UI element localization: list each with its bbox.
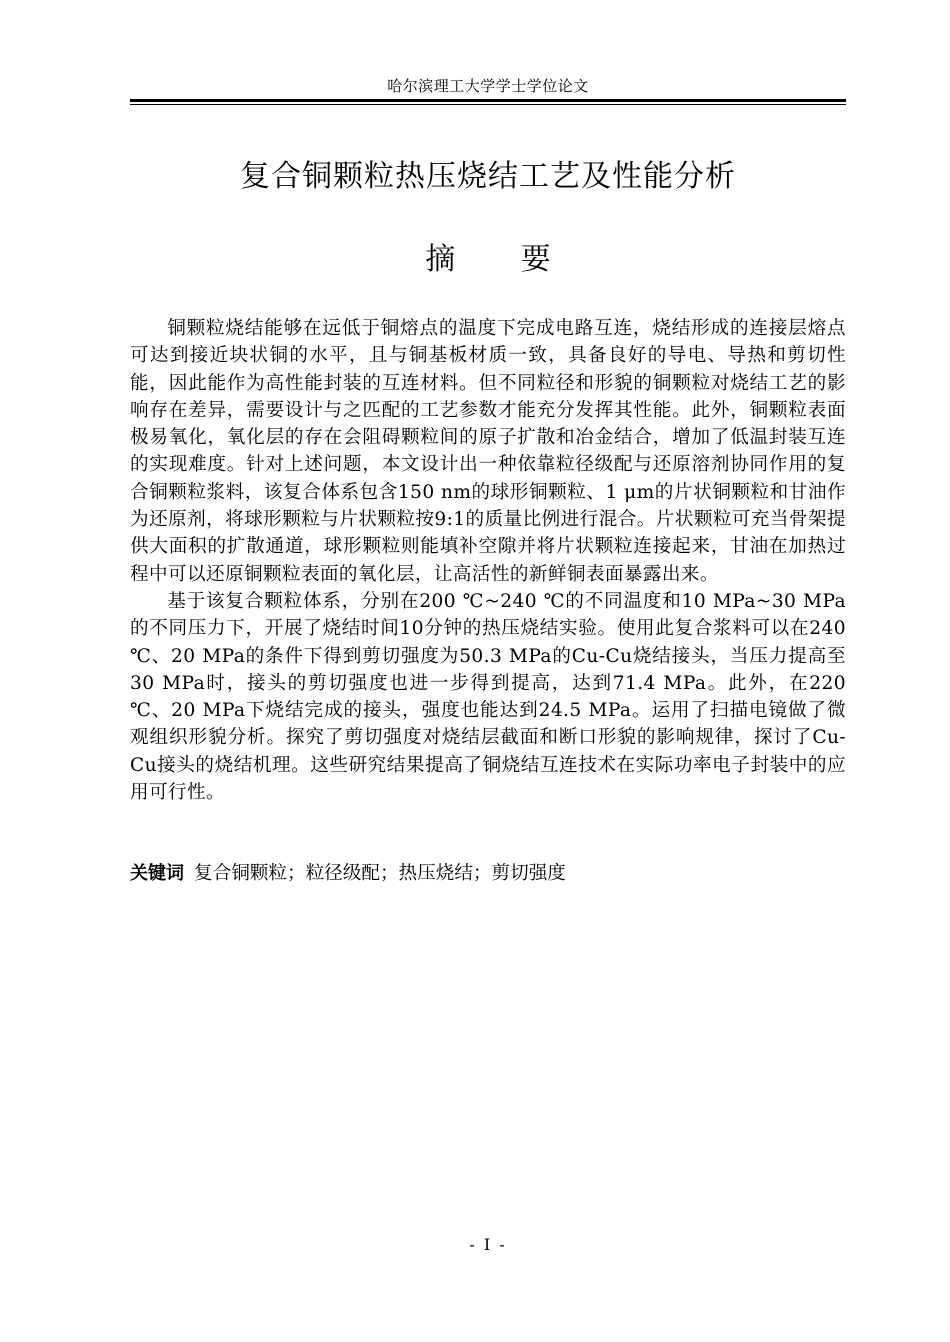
page-number: - I - [469,1235,507,1254]
keywords-line [130,860,846,887]
thesis-title: 复合铜颗粒热压烧结工艺及性能分析 [240,159,736,194]
keywords-label: 关键词 [130,863,184,884]
abstract-heading: 摘 要 [425,242,579,277]
header-rule-thin [130,104,846,105]
running-header: 哈尔滨理工大学学士学位论文 [387,77,589,95]
abstract-paragraph-1: 铜颗粒烧结能够在远低于铜熔点的温度下完成电路互连，烧结形成的连接层熔点可达到接近块状铜的水平，且与铜基板材质一致，具备良好的导电、导热和剪切性能，因此能作为高性能封装的互连材料。但不同粒径和形貌的铜颗粒对烧结工艺的影响存在差异，需要设计与之匹配的工艺参数才能充分发挥其性能。此外，铜颗粒表面极易氧化，氧化层的存在会阻碍颗粒间的原子扩散和冶金结合，增加了低温封装互连的实现难度。针对上述问题，本文设计出一种依靠粒径级配与还原溶剂协同作用的复合铜颗粒浆料，该复合体系包含150 nm的球形铜颗粒、1 μm的片状铜颗粒和甘油作为还原剂，将球形颗粒与片状颗粒按9:1的质量比例进行混合。片状颗粒可充当骨架提供大面积的扩散通道，球形颗粒则能填补空隙并将片状颗粒连接起来，甘油在加热过程中可以还原铜颗粒表面的氧化层，让高活性的新鲜铜表面暴露出来。 [130,318,846,585]
abstract-paragraph-2: 基于该复合颗粒体系，分别在200 ℃~240 ℃的不同温度和10 MPa~30 MPa的不同压力下，开展了烧结时间10分钟的热压烧结实验。使用此复合浆料可以在240 ℃、20 MPa的条件下得到剪切强度为50.3 MPa的Cu-Cu烧结接头，当压力提高至30 MPa时，接头的剪切强度也进一步得到提高，达到71.4 MPa。此外，在220 ℃、20 MPa下烧结完成的接头，强度也能达到24.5 MPa。运用了扫描电镜做了微观组织形貌分析。探究了剪切强度对烧结层截面和断口形貌的影响规律，探讨了Cu-Cu接头的烧结机理。这些研究结果提高了铜烧结互连技术在实际功率电子封装中的应用可行性。 [130,590,846,804]
header-rule-thick [130,99,846,102]
abstract-body [130,315,846,806]
keywords-text: 复合铜颗粒；粒径级配；热压烧结；剪切强度 [194,863,566,884]
